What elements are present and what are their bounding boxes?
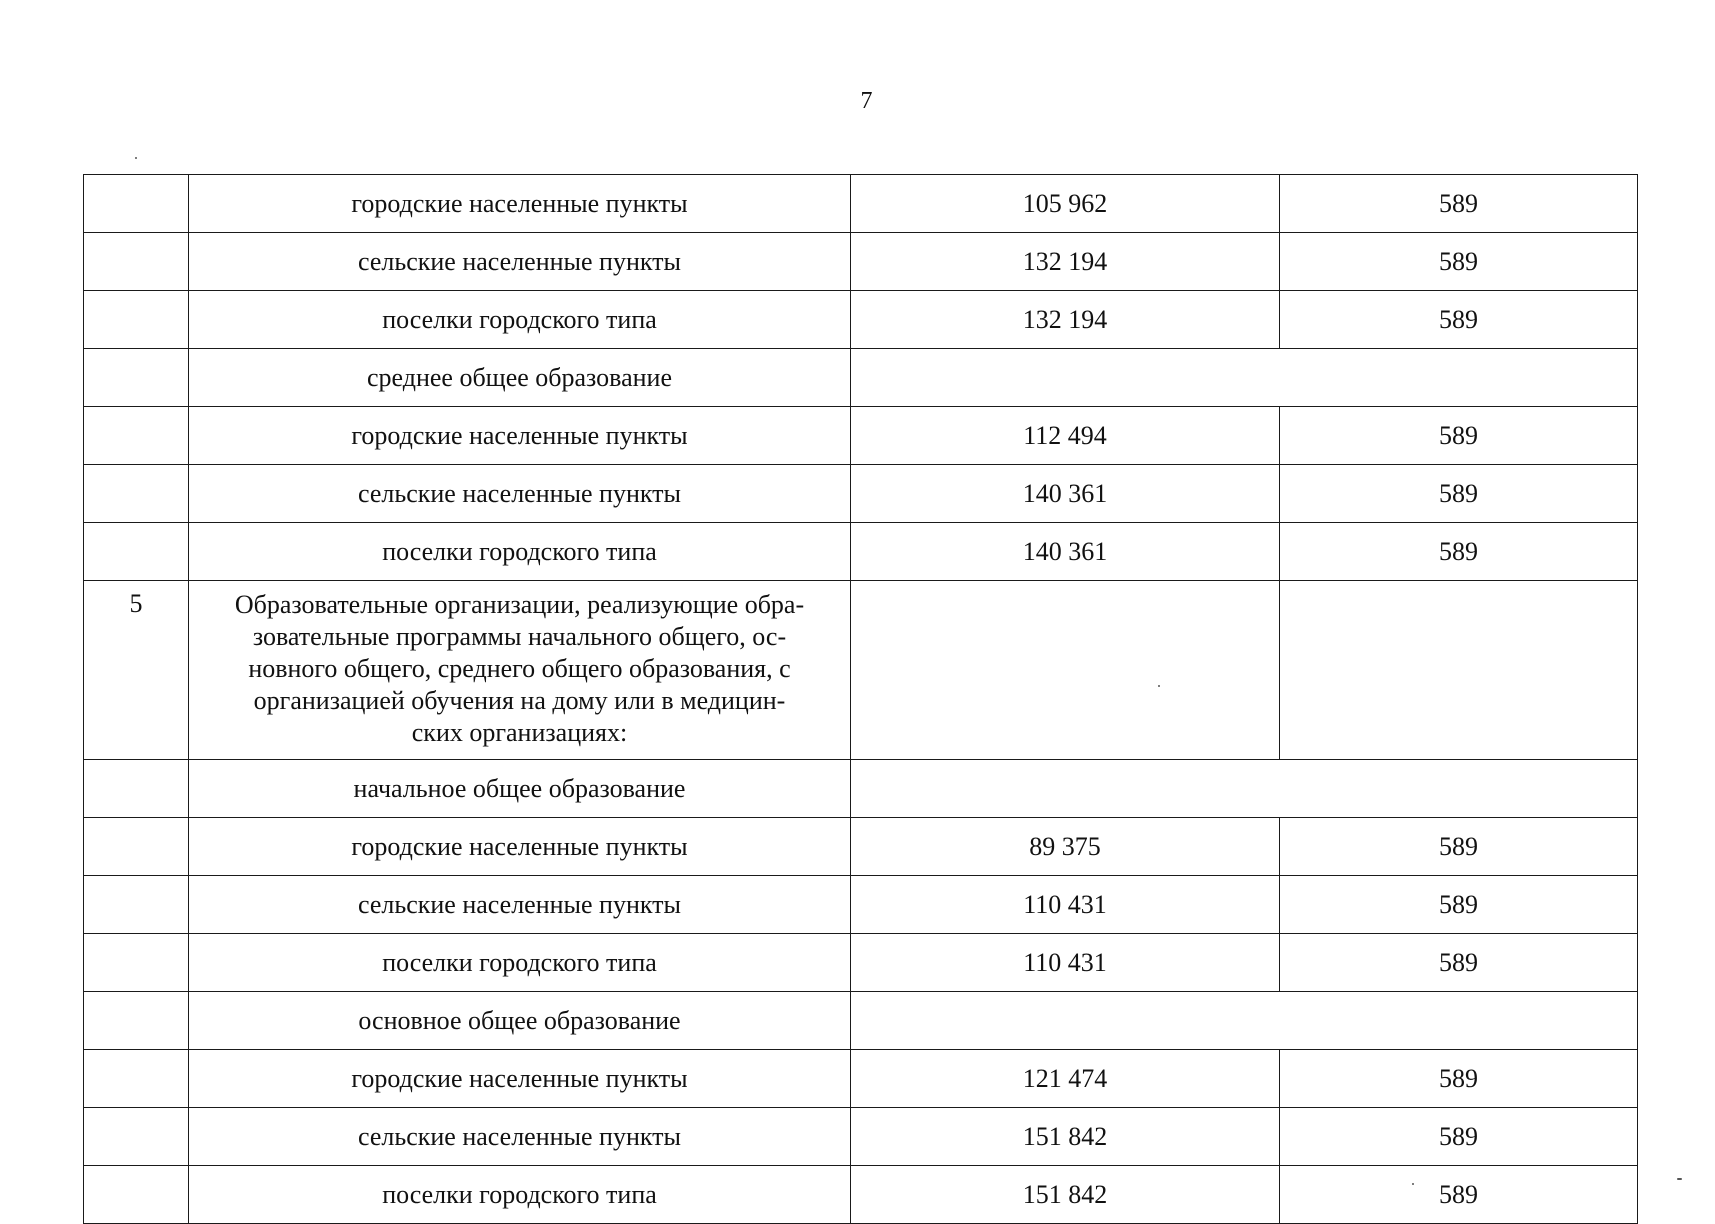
description-line: организацией обучения на дому или в медицин- xyxy=(253,686,786,715)
table-row xyxy=(84,1166,1638,1224)
settlement-type-cell: городские населенные пункты xyxy=(189,1050,851,1108)
empty-merged-cell xyxy=(851,992,1638,1050)
row-number-cell xyxy=(84,760,189,818)
table-row xyxy=(84,818,1638,876)
row-number-cell: 5 xyxy=(84,581,189,760)
value-cell: 132 194 xyxy=(851,291,1280,349)
row-number-cell xyxy=(84,175,189,233)
table-row xyxy=(84,1050,1638,1108)
settlement-type-cell: поселки городского типа xyxy=(189,291,851,349)
table-row xyxy=(84,1108,1638,1166)
coefficient-cell: 589 xyxy=(1280,233,1638,291)
value-cell: 89 375 xyxy=(851,818,1280,876)
coefficient-cell: 589 xyxy=(1280,1050,1638,1108)
coefficient-cell: 589 xyxy=(1280,818,1638,876)
description-line: зовательные программы начального общего, ос- xyxy=(252,622,787,651)
settlement-type-cell: сельские населенные пункты xyxy=(189,876,851,934)
settlement-type-cell: городские населенные пункты xyxy=(189,818,851,876)
value-cell: 151 842 xyxy=(851,1166,1280,1224)
row-number-cell xyxy=(84,407,189,465)
value-cell: 105 962 xyxy=(851,175,1280,233)
scan-speck xyxy=(1677,1178,1682,1180)
page-number: 7 xyxy=(860,88,873,114)
coefficient-cell: 589 xyxy=(1280,934,1638,992)
coefficient-cell: 589 xyxy=(1280,876,1638,934)
empty-merged-cell xyxy=(851,760,1638,818)
description-line: Образовательные организации, реализующие обра- xyxy=(234,590,805,619)
description-line: ских организациях: xyxy=(411,718,628,747)
coefficient-cell: 589 xyxy=(1280,407,1638,465)
organization-description-cell xyxy=(189,581,851,760)
section-title-cell: начальное общее образование xyxy=(189,760,851,818)
value-cell: 151 842 xyxy=(851,1108,1280,1166)
value-cell xyxy=(851,581,1280,760)
coefficient-cell: 589 xyxy=(1280,523,1638,581)
value-cell: 110 431 xyxy=(851,934,1280,992)
section-row xyxy=(84,760,1638,818)
row-number-cell xyxy=(84,233,189,291)
table-row xyxy=(84,233,1638,291)
row-number-cell xyxy=(84,523,189,581)
empty-merged-cell xyxy=(851,349,1638,407)
scan-speck xyxy=(135,157,137,159)
row-number-cell xyxy=(84,291,189,349)
row-number-cell xyxy=(84,934,189,992)
coefficient-cell: 589 xyxy=(1280,1166,1638,1224)
value-cell: 112 494 xyxy=(851,407,1280,465)
settlement-type-cell: сельские населенные пункты xyxy=(189,1108,851,1166)
row-number-cell xyxy=(84,1050,189,1108)
item-row xyxy=(84,581,1638,760)
settlement-type-cell: поселки городского типа xyxy=(189,934,851,992)
settlement-type-cell: городские населенные пункты xyxy=(189,175,851,233)
row-number-cell xyxy=(84,818,189,876)
scan-speck xyxy=(1158,685,1160,687)
table-row xyxy=(84,175,1638,233)
value-cell: 110 431 xyxy=(851,876,1280,934)
table-row xyxy=(84,523,1638,581)
table-row xyxy=(84,407,1638,465)
coefficient-cell: 589 xyxy=(1280,465,1638,523)
settlement-type-cell: сельские населенные пункты xyxy=(189,233,851,291)
section-row xyxy=(84,992,1638,1050)
section-title-cell: основное общее образование xyxy=(189,992,851,1050)
coefficient-cell: 589 xyxy=(1280,291,1638,349)
value-cell: 132 194 xyxy=(851,233,1280,291)
settlement-type-cell: городские населенные пункты xyxy=(189,407,851,465)
table-row xyxy=(84,934,1638,992)
description-line: новного общего, среднего общего образования, с xyxy=(248,654,791,683)
table-row xyxy=(84,465,1638,523)
settlement-type-cell: поселки городского типа xyxy=(189,523,851,581)
table-row xyxy=(84,876,1638,934)
section-title-cell: среднее общее образование xyxy=(189,349,851,407)
settlement-type-cell: сельские населенные пункты xyxy=(189,465,851,523)
value-cell: 121 474 xyxy=(851,1050,1280,1108)
coefficient-cell: 589 xyxy=(1280,175,1638,233)
section-row xyxy=(84,349,1638,407)
row-number-cell xyxy=(84,349,189,407)
value-cell: 140 361 xyxy=(851,523,1280,581)
row-number-cell xyxy=(84,465,189,523)
coefficient-cell xyxy=(1280,581,1638,760)
scan-speck xyxy=(1412,1183,1414,1185)
value-cell: 140 361 xyxy=(851,465,1280,523)
row-number-cell xyxy=(84,992,189,1050)
data-table xyxy=(83,174,1638,1224)
settlement-type-cell: поселки городского типа xyxy=(189,1166,851,1224)
row-number-cell xyxy=(84,876,189,934)
row-number-cell xyxy=(84,1166,189,1224)
row-number-cell xyxy=(84,1108,189,1166)
table-row xyxy=(84,291,1638,349)
coefficient-cell: 589 xyxy=(1280,1108,1638,1166)
